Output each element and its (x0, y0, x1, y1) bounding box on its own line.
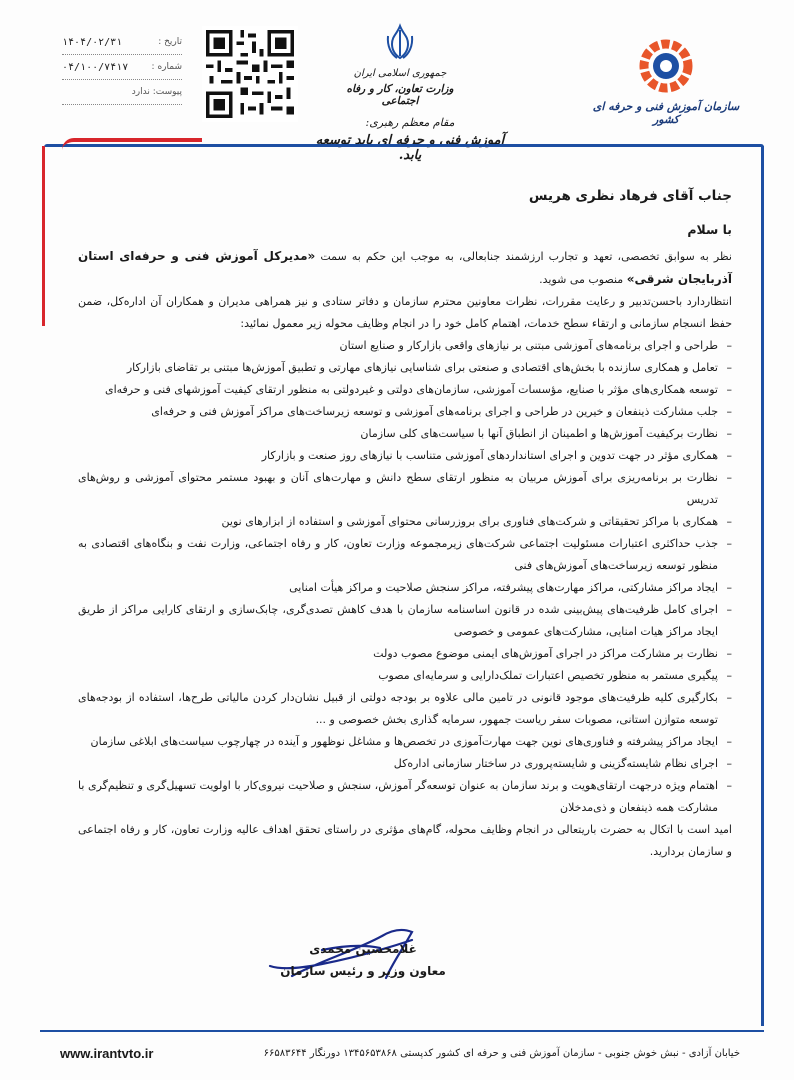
gov-line-1: جمهوری اسلامی ایران (353, 68, 447, 79)
frame-bottom-line (40, 1030, 764, 1032)
duties-list (78, 335, 732, 819)
addressee: جناب آقای فرهاد نظری هریس (528, 188, 732, 204)
tvto-logo-icon (631, 36, 701, 94)
duty-item: – جذب حداکثری اعتبارات مسئولیت اجتماعی شرکت‌های زیرمجموعه وزارت تعاون، کار و رفاه اجتماعی، وزارت نفت و بنگاه‌های اقتصادی به منظور توسعه زیرساخت‌های آموزش‌های فنی (78, 533, 732, 577)
organization-name: سازمان آموزش فنی و حرفه ای کشور (592, 100, 740, 126)
footer-address: خیابان آزادی - نبش خوش جنوبی - سازمان آموزش فنی و حرفه ای کشور کدپستی ۱۳۴۵۶۵۳۸۶۸ دورنگار ۶۶۵۸۳۶۴۴ (263, 1048, 740, 1059)
motto (310, 116, 510, 163)
duty-item: – جلب مشارکت ذینفعان و خیرین در طراحی و اجرای برنامه‌های آموزشی و توسعه زیرساخت‌های مراکز آموزش فنی و حرفه‌ای (78, 401, 732, 423)
appointment-outro: منصوب می شوید. (539, 273, 624, 286)
iran-emblem-icon (383, 22, 417, 62)
letter-meta (62, 30, 182, 105)
appointment-intro: نظر به سوابق تخصصی، تعهد و تجارب ارزشمند جنابعالی، به موجب این حکم به سمت (320, 250, 732, 263)
duty-item: – ایجاد مراکز پیشرفته و فناوری‌های نوین جهت مهارت‌آموزی در تخصص‌ها و مشاغل نوظهور و آینده در چهارچوب سیاست‌های ابلاغی سازمان (78, 731, 732, 753)
signer-position: معاون وزیر و رئیس سازمان (280, 964, 446, 978)
signer-name: غلامحسین محمدی (309, 942, 417, 956)
footer (60, 1046, 740, 1061)
duty-item: – توسعه همکاری‌های مؤثر با صنایع، مؤسسات آموزشی، سازمان‌های دولتی و غیردولتی به منظور ارتقای کیفیت آموزشهای فنی و حرفه‌ای (78, 379, 732, 401)
date-label: تاریخ : (158, 37, 182, 47)
number-row (62, 55, 182, 80)
appointment-paragraph (78, 245, 732, 291)
duty-item: – تعامل و همکاری سازنده با بخش‌های اقتصادی و صنعتی برای شناسایی نیازهای مهارتی و تطبیق آموزش‌ها مبتنی بر تقاضای بازارکار (78, 357, 732, 379)
duty-item: – اجرای نظام شایسته‌گزینی و شایسته‌پروری در ساختار سازمانی اداره‌کل (78, 753, 732, 775)
duty-item: – پیگیری مستمر به منظور تخصیص اعتبارات تملک‌دارایی و سرمایه‌ای مصوب (78, 665, 732, 687)
number-label: شماره : (151, 62, 182, 72)
footer-website-link[interactable]: www.irantvto.ir (60, 1046, 154, 1061)
motto-line-2: آموزش فنی و حرفه ای باید توسعه یابد. (315, 133, 505, 163)
date-value: ۱۴۰۴/۰۲/۳۱ (62, 36, 123, 48)
organization-header (586, 36, 746, 126)
qr-code-icon (202, 24, 298, 124)
attachment-label: پیوست: ندارد (131, 87, 182, 97)
duty-item: – نظارت برکیفیت آموزش‌ها و اطمینان از انطباق آنها با سیاست‌های کلی سازمان (78, 423, 732, 445)
duty-item: – بکارگیری کلیه ظرفیت‌های موجود قانونی در تامین مالی علاوه بر بودجه دولتی از قبیل نشان‌دار کردن مالیاتی طرح‌ها، استفاده از بودجه‌های توسعه متوازن استانی، مصوبات سفر ریاست جمهور، سرمایه گذاری بخش خصوصی و ... (78, 687, 732, 731)
motto-line-1: مقام معظم رهبری: (365, 116, 455, 129)
duty-item: – همکاری مؤثر در جهت تدوین و اجرای استانداردهای آموزشی متناسب با نیازهای روز صنعت و بازارکار (78, 445, 732, 467)
duty-item: – نظارت بر مشارکت مراکز در اجرای آموزش‌های ایمنی موضوع مصوب دولت (78, 643, 732, 665)
closing-paragraph: امید است با اتکال به حضرت باریتعالی در انجام وظایف محوله، گام‌های مؤثری در راستای تحقق اهداف عالیه وزارت تعاون، کار و رفاه اجتماعی و سازمان بردارید. (78, 823, 732, 858)
duty-item: – اجرای کامل ظرفیت‌های پیش‌بینی شده در قانون اساسنامه سازمان با هدف کاهش تصدی‌گری، چابک‌سازی و ارتقای کارایی مراکز از طریق ایجاد مراکز هیات امنایی، مشارکت‌های عمومی و خصوصی (78, 599, 732, 643)
frame-left-line (42, 146, 45, 326)
duty-item: – اهتمام ویژه درجهت ارتقای‌هویت و برند سازمان به عنوان توسعه‌گر آموزش، سنجش و صلاحیت نیروی‌کار با اولویت تسهیل‌گری و تنظیم‌گری با مشارکت همه ذینفعان و ذی‌مدخلان (78, 775, 732, 819)
letter-body (78, 188, 732, 863)
gov-line-2: وزارت تعاون، کار و رفاه اجتماعی (346, 83, 454, 107)
signer-block (278, 942, 448, 978)
attachment-row (62, 80, 182, 105)
duty-item: – همکاری با مراکز تحقیقاتی و شرکت‌های فناوری برای بروزرسانی محتوای آموزشی و استفاده از ابزارهای نوین (78, 511, 732, 533)
greeting: با سلام (687, 222, 732, 237)
duty-item: – طراحی و اجرای برنامه‌های آموزشی مبتنی بر نیازهای واقعی بازارکار و صنایع استان (78, 335, 732, 357)
government-header (335, 22, 465, 107)
duty-item: – ایجاد مراکز مشارکتی، مراکز مهارت‌های پیشرفته، مراکز سنجش صلاحیت و مراکز هیأت امنایی (78, 577, 732, 599)
number-value: ۰۴/۱۰۰/۷۴۱۷ (62, 61, 129, 73)
date-row (62, 30, 182, 55)
frame-right-line (761, 146, 764, 1026)
appointment-title: «مدیرکل آموزش فنی و حرفه‌ای استان آذربایجان شرقی» (78, 249, 732, 286)
expectation-paragraph: انتظاردارد باحسن‌تدبیر و رعایت مقررات، نظرات معاونین محترم سازمان و دفاتر ستادی و نیز همراهی مدیران و همکاران آن اداره‌کل، ضمن حفظ انسجام سازمانی و ارتقاء سطح خدمات، اهتمام کامل خود را در انجام وظایف محوله زیر معمول نمائید: (78, 295, 732, 330)
frame-top-red-line (62, 138, 202, 150)
duty-item: – نظارت بر برنامه‌ریزی برای آموزش مربیان به منظور ارتقای سطح دانش و مهارت‌های آنان و بهبود مستمر محتوای آموزشی و روش‌های تدریس (78, 467, 732, 511)
